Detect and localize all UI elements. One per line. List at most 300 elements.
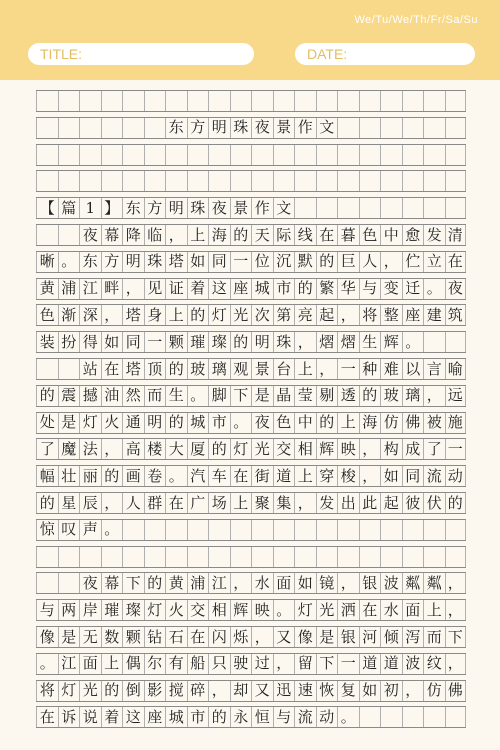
grid-cell: 粼 <box>423 573 445 593</box>
grid-cell: 岸 <box>79 600 101 620</box>
grid-cell: 临 <box>144 225 166 245</box>
grid-cell <box>402 520 424 540</box>
grid-cell: 上 <box>230 493 252 513</box>
grid-cell: 透 <box>337 386 359 406</box>
grid-cell <box>359 145 381 165</box>
grid-cell: 生 <box>165 386 187 406</box>
grid-cell: 夜 <box>79 225 101 245</box>
grid-cell: 次 <box>251 305 273 325</box>
grid-cell: 闪 <box>208 627 230 647</box>
grid-cell: 驶 <box>230 654 252 674</box>
grid-cell: 仿 <box>423 681 445 701</box>
grid-cell: 【 <box>36 198 58 218</box>
grid-cell <box>445 118 467 138</box>
grid-cell <box>294 520 316 540</box>
grid-cell: 江 <box>58 654 80 674</box>
grid-cell <box>380 707 402 727</box>
grid-cell <box>251 171 273 191</box>
grid-cell: 东 <box>79 252 101 272</box>
grid-cell: 迅 <box>273 681 295 701</box>
grid-cell: 深 <box>79 305 101 325</box>
grid-cell: 巨 <box>337 252 359 272</box>
grid-cell: 城 <box>187 413 209 433</box>
grid-cell <box>445 171 467 191</box>
grid-cell <box>165 520 187 540</box>
grid-cell: 这 <box>208 279 230 299</box>
grid-cell: 如 <box>187 252 209 272</box>
grid-cell: 明 <box>251 332 273 352</box>
grid-cell: 。 <box>402 332 424 352</box>
grid-cell <box>423 171 445 191</box>
grid-cell: 尔 <box>144 654 166 674</box>
grid-cell: 晰 <box>36 252 58 272</box>
grid-cell <box>337 171 359 191</box>
grid-cell: 出 <box>337 493 359 513</box>
grid-cell: 珠 <box>144 252 166 272</box>
grid-cell <box>445 547 467 567</box>
grid-cell <box>423 332 445 352</box>
grid-cell: 夜 <box>251 413 273 433</box>
grid-cell <box>230 91 252 111</box>
grid-cell: 道 <box>359 654 381 674</box>
grid-cell: 倾 <box>380 627 402 647</box>
grid-cell: 。 <box>58 252 80 272</box>
grid-cell: 装 <box>36 332 58 352</box>
grid-cell: 同 <box>122 332 144 352</box>
grid-cell: 的 <box>316 252 338 272</box>
grid-cell: 卷 <box>144 466 166 486</box>
grid-cell: 下 <box>445 627 467 647</box>
grid-cell: 的 <box>165 413 187 433</box>
grid-cell: 。 <box>187 386 209 406</box>
grid-cell <box>380 145 402 165</box>
grid-cell: 然 <box>122 386 144 406</box>
grid-cell <box>273 520 295 540</box>
grid-cell: 起 <box>316 305 338 325</box>
grid-cell: 汽 <box>187 466 209 486</box>
grid-cell: 。 <box>165 466 187 486</box>
grid-cell: 色 <box>273 413 295 433</box>
grid-cell: 难 <box>380 359 402 379</box>
grid-cell: 光 <box>79 681 101 701</box>
grid-cell: 江 <box>79 279 101 299</box>
grid-cell: 面 <box>402 600 424 620</box>
grid-cell: 景 <box>251 359 273 379</box>
grid-cell: 璨 <box>208 332 230 352</box>
grid-cell: 。 <box>273 600 295 620</box>
grid-cell <box>337 145 359 165</box>
grid-cell <box>359 91 381 111</box>
grid-row <box>36 626 466 648</box>
title-field[interactable]: TITLE: <box>28 43 254 65</box>
grid-cell: 座 <box>230 279 252 299</box>
grid-cell <box>423 520 445 540</box>
grid-cell: 中 <box>380 225 402 245</box>
grid-cell: 而 <box>144 386 166 406</box>
grid-cell: 火 <box>101 413 123 433</box>
grid-cell: ， <box>273 654 295 674</box>
grid-row <box>36 331 466 353</box>
grid-cell: 有 <box>165 654 187 674</box>
grid-cell: 辉 <box>230 600 252 620</box>
grid-cell: 的 <box>359 386 381 406</box>
grid-cell: 下 <box>316 654 338 674</box>
grid-row <box>36 224 466 246</box>
grid-cell: 下 <box>230 386 252 406</box>
grid-cell: 沉 <box>273 252 295 272</box>
grid-cell <box>144 118 166 138</box>
grid-cell: 作 <box>294 118 316 138</box>
grid-cell: 的 <box>36 386 58 406</box>
grid-cell: 楼 <box>144 439 166 459</box>
grid-cell <box>445 145 467 165</box>
grid-cell: 文 <box>273 198 295 218</box>
grid-cell <box>294 145 316 165</box>
grid-cell: 场 <box>208 493 230 513</box>
grid-cell: 佛 <box>445 681 467 701</box>
grid-cell: 又 <box>273 627 295 647</box>
grid-row <box>36 519 466 541</box>
grid-cell: ， <box>445 573 467 593</box>
grid-cell <box>273 171 295 191</box>
grid-cell: 顶 <box>144 359 166 379</box>
grid-cell <box>122 118 144 138</box>
grid-cell: 在 <box>187 627 209 647</box>
grid-cell <box>187 91 209 111</box>
grid-cell: 法 <box>79 439 101 459</box>
grid-cell <box>144 91 166 111</box>
grid-cell <box>187 547 209 567</box>
grid-cell: 灯 <box>58 681 80 701</box>
grid-cell: 暮 <box>337 225 359 245</box>
grid-cell: 迁 <box>402 279 424 299</box>
grid-cell: 又 <box>251 681 273 701</box>
grid-cell: 将 <box>359 305 381 325</box>
grid-cell: 灯 <box>79 413 101 433</box>
grid-cell <box>58 359 80 379</box>
grid-cell: 的 <box>101 681 123 701</box>
grid-cell: 河 <box>359 627 381 647</box>
grid-cell: 辰 <box>79 493 101 513</box>
grid-cell: 夜 <box>79 573 101 593</box>
grid-cell: 说 <box>79 707 101 727</box>
grid-cell: 与 <box>359 279 381 299</box>
grid-cell: 灯 <box>208 305 230 325</box>
grid-cell <box>423 198 445 218</box>
grid-cell <box>165 145 187 165</box>
grid-row <box>36 358 466 380</box>
grid-cell <box>230 145 252 165</box>
grid-cell: ， <box>359 439 381 459</box>
grid-cell: 人 <box>122 493 144 513</box>
grid-cell: 丽 <box>79 466 101 486</box>
grid-cell: 亮 <box>294 305 316 325</box>
writing-grid <box>36 90 466 730</box>
grid-cell: 1 <box>79 198 101 218</box>
grid-cell <box>208 171 230 191</box>
grid-cell: 方 <box>144 198 166 218</box>
grid-cell: 洒 <box>337 600 359 620</box>
grid-cell <box>251 145 273 165</box>
grid-cell: 镜 <box>316 573 338 593</box>
grid-cell: 色 <box>36 305 58 325</box>
grid-cell: 在 <box>165 493 187 513</box>
grid-cell: 是 <box>316 627 338 647</box>
grid-row <box>36 90 466 112</box>
grid-cell <box>359 171 381 191</box>
grid-cell: 繁 <box>316 279 338 299</box>
grid-cell <box>402 118 424 138</box>
grid-cell: 画 <box>122 466 144 486</box>
grid-cell: 速 <box>294 681 316 701</box>
grid-cell: 倒 <box>122 681 144 701</box>
grid-cell: 上 <box>337 413 359 433</box>
grid-cell: 像 <box>36 627 58 647</box>
grid-cell: 人 <box>359 252 381 272</box>
grid-cell: 言 <box>423 359 445 379</box>
grid-cell: 仿 <box>380 413 402 433</box>
grid-cell: 愈 <box>402 225 424 245</box>
grid-cell: 道 <box>273 466 295 486</box>
grid-cell: ， <box>294 332 316 352</box>
grid-cell: 中 <box>294 413 316 433</box>
grid-cell <box>380 91 402 111</box>
grid-cell: 恒 <box>251 707 273 727</box>
grid-cell: 油 <box>101 386 123 406</box>
grid-cell: 在 <box>359 600 381 620</box>
grid-cell: 彼 <box>402 493 424 513</box>
grid-cell: 如 <box>294 573 316 593</box>
grid-cell: 流 <box>423 466 445 486</box>
grid-cell <box>423 145 445 165</box>
grid-cell: 高 <box>122 439 144 459</box>
grid-cell: 市 <box>273 279 295 299</box>
grid-cell: 华 <box>337 279 359 299</box>
grid-cell: 银 <box>359 573 381 593</box>
grid-cell: 被 <box>423 413 445 433</box>
grid-row <box>36 599 466 621</box>
grid-cell <box>380 198 402 218</box>
grid-cell: 景 <box>273 118 295 138</box>
grid-row <box>36 492 466 514</box>
grid-cell <box>36 573 58 593</box>
grid-cell: 色 <box>359 225 381 245</box>
grid-cell <box>359 547 381 567</box>
grid-cell: 璃 <box>402 386 424 406</box>
grid-cell: 如 <box>359 681 381 701</box>
grid-cell: 熠 <box>337 332 359 352</box>
grid-cell: 大 <box>165 439 187 459</box>
grid-cell <box>402 198 424 218</box>
grid-cell: 辉 <box>380 332 402 352</box>
grid-cell: 海 <box>359 413 381 433</box>
grid-cell <box>187 520 209 540</box>
grid-cell: 篇 <box>58 198 80 218</box>
grid-cell: 起 <box>380 493 402 513</box>
grid-cell: 以 <box>402 359 424 379</box>
grid-cell: 动 <box>316 707 338 727</box>
grid-cell: 在 <box>316 225 338 245</box>
grid-cell: 一 <box>230 252 252 272</box>
grid-cell <box>144 171 166 191</box>
grid-cell <box>144 547 166 567</box>
grid-cell: 光 <box>316 600 338 620</box>
grid-cell: 立 <box>423 252 445 272</box>
grid-cell: 上 <box>165 305 187 325</box>
grid-cell <box>294 91 316 111</box>
grid-cell: 动 <box>445 466 467 486</box>
grid-cell: ， <box>122 279 144 299</box>
grid-cell: 烁 <box>230 627 252 647</box>
grid-row <box>36 197 466 219</box>
grid-cell: 与 <box>273 707 295 727</box>
grid-cell <box>337 198 359 218</box>
grid-cell <box>359 198 381 218</box>
grid-cell <box>187 171 209 191</box>
grid-cell: 佛 <box>402 413 424 433</box>
grid-cell: 的 <box>101 466 123 486</box>
grid-cell: 在 <box>230 466 252 486</box>
grid-cell: 叹 <box>58 520 80 540</box>
grid-cell <box>359 520 381 540</box>
grid-cell <box>208 91 230 111</box>
grid-cell: 上 <box>294 359 316 379</box>
grid-cell: ， <box>337 305 359 325</box>
grid-cell: 广 <box>187 493 209 513</box>
grid-cell <box>165 171 187 191</box>
grid-row <box>36 465 466 487</box>
grid-cell <box>208 145 230 165</box>
grid-cell <box>273 145 295 165</box>
grid-cell: ， <box>402 681 424 701</box>
grid-cell: 是 <box>251 386 273 406</box>
grid-cell: 是 <box>58 627 80 647</box>
grid-cell: 梭 <box>337 466 359 486</box>
grid-cell: 波 <box>402 654 424 674</box>
grid-cell: 市 <box>208 413 230 433</box>
grid-cell <box>402 145 424 165</box>
grid-cell: 身 <box>144 305 166 325</box>
grid-cell: 船 <box>187 654 209 674</box>
grid-cell: 降 <box>122 225 144 245</box>
grid-cell <box>101 547 123 567</box>
grid-cell: 光 <box>230 305 252 325</box>
grid-cell <box>122 171 144 191</box>
grid-cell: 变 <box>380 279 402 299</box>
grid-cell <box>316 198 338 218</box>
grid-cell: 畔 <box>101 279 123 299</box>
grid-cell <box>58 225 80 245</box>
grid-cell: 石 <box>165 627 187 647</box>
grid-cell: 夜 <box>251 118 273 138</box>
grid-cell <box>36 547 58 567</box>
grid-cell: 灯 <box>294 600 316 620</box>
grid-cell: 得 <box>79 332 101 352</box>
grid-cell: 光 <box>251 439 273 459</box>
grid-cell <box>230 547 252 567</box>
grid-cell <box>445 520 467 540</box>
grid-cell: 明 <box>122 252 144 272</box>
grid-cell: 了 <box>423 439 445 459</box>
grid-cell: 幕 <box>101 225 123 245</box>
grid-cell: 这 <box>122 707 144 727</box>
grid-cell: 交 <box>187 600 209 620</box>
grid-cell: 的 <box>36 493 58 513</box>
grid-cell: 莹 <box>294 386 316 406</box>
grid-cell <box>445 198 467 218</box>
grid-cell <box>58 547 80 567</box>
grid-row <box>36 251 466 273</box>
grid-cell <box>423 118 445 138</box>
grid-cell <box>294 171 316 191</box>
grid-cell: 恢 <box>316 681 338 701</box>
grid-cell: 线 <box>294 225 316 245</box>
grid-cell: 两 <box>58 600 80 620</box>
grid-cell: ， <box>445 654 467 674</box>
grid-cell: 的 <box>230 225 252 245</box>
grid-cell: 。 <box>423 279 445 299</box>
grid-cell <box>230 171 252 191</box>
grid-cell: 台 <box>273 359 295 379</box>
grid-cell: 的 <box>445 493 467 513</box>
grid-cell: 厦 <box>187 439 209 459</box>
grid-cell: 第 <box>273 305 295 325</box>
grid-cell: 扮 <box>58 332 80 352</box>
grid-cell: 幕 <box>101 573 123 593</box>
grid-cell: 的 <box>165 359 187 379</box>
date-field[interactable]: DATE: <box>295 43 475 65</box>
grid-cell: 夜 <box>208 198 230 218</box>
grid-cell: 处 <box>36 413 58 433</box>
grid-cell <box>187 145 209 165</box>
grid-cell: 证 <box>165 279 187 299</box>
grid-cell: 如 <box>380 466 402 486</box>
grid-row <box>36 117 466 139</box>
grid-cell: 聚 <box>251 493 273 513</box>
grid-cell <box>402 547 424 567</box>
grid-cell: 整 <box>380 305 402 325</box>
grid-row <box>36 278 466 300</box>
grid-cell: 无 <box>79 627 101 647</box>
grid-cell: 在 <box>101 359 123 379</box>
grid-cell: ， <box>316 359 338 379</box>
grid-cell <box>208 547 230 567</box>
grid-cell: 天 <box>251 225 273 245</box>
grid-row <box>36 653 466 675</box>
grid-cell <box>36 359 58 379</box>
grid-cell: 映 <box>251 600 273 620</box>
grid-cell: 作 <box>251 198 273 218</box>
grid-cell <box>58 118 80 138</box>
grid-cell <box>251 91 273 111</box>
grid-cell: 诉 <box>58 707 80 727</box>
grid-cell <box>380 118 402 138</box>
grid-cell: 种 <box>359 359 381 379</box>
grid-cell: 黄 <box>165 573 187 593</box>
grid-cell <box>101 91 123 111</box>
grid-cell <box>79 145 101 165</box>
grid-cell <box>122 520 144 540</box>
grid-cell: 上 <box>294 466 316 486</box>
grid-cell: 喻 <box>445 359 467 379</box>
grid-cell <box>445 332 467 352</box>
grid-cell: 发 <box>423 225 445 245</box>
grid-cell: 颗 <box>165 332 187 352</box>
grid-cell: 渐 <box>58 305 80 325</box>
grid-cell: 车 <box>208 466 230 486</box>
grid-cell: 璨 <box>122 600 144 620</box>
grid-cell <box>294 198 316 218</box>
